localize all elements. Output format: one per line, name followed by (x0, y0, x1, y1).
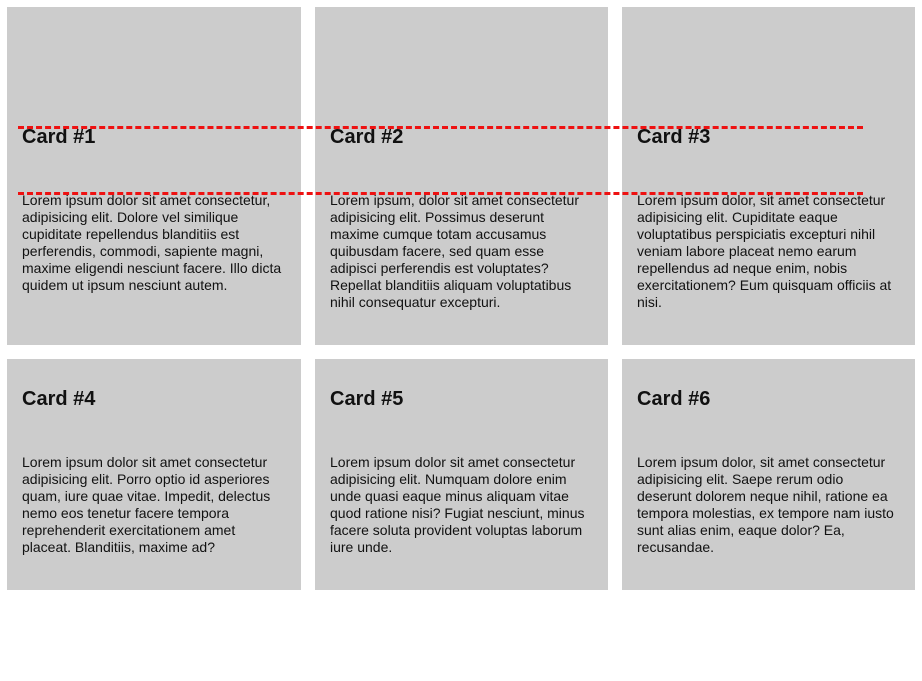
card-text: Lorem ipsum dolor, sit amet consectetur adipisicing elit. Saepe rerum odio deserunt dolorem neque nihil, ratione ea tempora molestias, ex tempore nam iusto sunt alias enim, eaque dolor? Ea, recusandae. (637, 454, 894, 555)
card-5 (315, 359, 608, 590)
card-text: Lorem ipsum dolor sit amet consectetur, adipisicing elit. Dolore vel similique cupiditate repellendus blanditiis est perferendis, commodi, sapiente magni, maxime eligendi nesciunt facere. Illo dicta quidem ut ipsum nesciunt autem. (22, 192, 282, 293)
card-text: Lorem ipsum dolor sit amet consectetur adipisicing elit. Porro optio id asperiores quam, iure quae vitae. Impedit, delectus nemo eos tenetur facere tempora reprehenderit exercitationem amet placeat. Blanditiis, maxime ad? (22, 454, 271, 555)
card-title: Card #3 (637, 126, 711, 148)
card-text: Lorem ipsum dolor, sit amet consectetur adipisicing elit. Cupiditate eaque voluptatibus perspiciatis excepturi nihil veniam labore placeat nemo earum repellendus ad neque enim, nobis exercitationem? Eum quisquam officiis at nisi. (637, 192, 892, 310)
card-title: Card #5 (330, 388, 404, 410)
card-text: Lorem ipsum dolor sit amet consectetur adipisicing elit. Numquam dolore enim unde quasi eaque minus aliquam vitae quod ratione nisi? Fugiat nesciunt, minus facere soluta provident voluptas laborum iure unde. (330, 454, 585, 555)
card-6 (622, 359, 915, 590)
card-title: Card #4 (22, 388, 96, 410)
card-2 (315, 7, 608, 345)
card-title: Card #1 (22, 126, 96, 148)
card-1 (7, 7, 301, 345)
card-3 (622, 7, 915, 345)
card-title: Card #6 (637, 388, 711, 410)
card-text: Lorem ipsum, dolor sit amet consectetur adipisicing elit. Possimus deserunt maxime cumque totam accusamus quibusdam facere, sed quam esse adipisci perferendis est voluptates? Repellat blanditiis aliquam voluptatibus nihil consequatur excepturi. (330, 192, 579, 310)
card-4 (7, 359, 301, 590)
card-title: Card #2 (330, 126, 404, 148)
card-grid (7, 7, 916, 590)
